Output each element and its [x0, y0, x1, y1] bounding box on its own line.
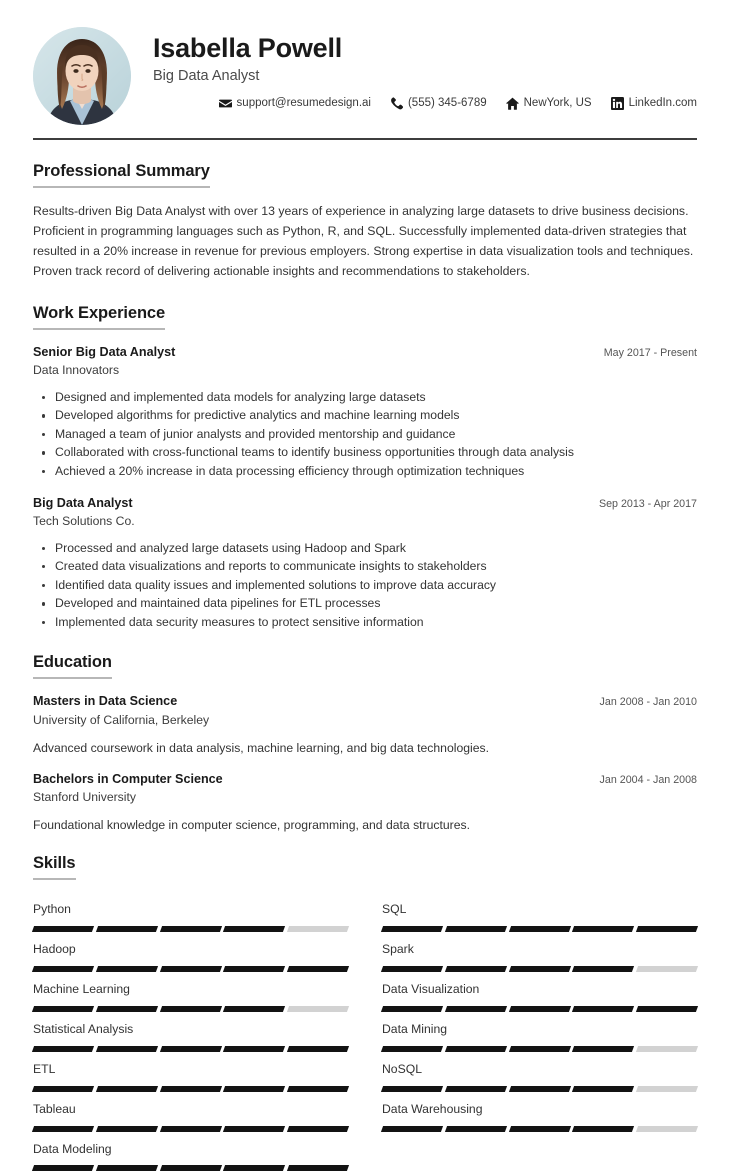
skill-item	[33, 1133, 348, 1172]
skill-segment-filled	[445, 1086, 507, 1092]
section-professional-summary	[33, 162, 697, 282]
skill-label: SQL	[382, 902, 407, 917]
list-item: Created data visualizations and reports to communicate insights to stakeholders	[55, 557, 697, 576]
skill-item	[382, 1093, 697, 1133]
education-entry-description: Foundational knowledge in computer science, programming, and data structures.	[33, 818, 470, 833]
list-item: Designed and implemented data models for analyzing large datasets	[55, 388, 697, 407]
resume-header	[33, 0, 697, 131]
education-entry	[33, 693, 697, 757]
skill-segment-filled	[287, 1086, 349, 1092]
list-item: Developed algorithms for predictive analytics and machine learning models	[55, 406, 697, 425]
skill-segment-filled	[96, 926, 158, 932]
skill-segment-filled	[381, 1006, 443, 1012]
skill-level-bar	[33, 1086, 348, 1092]
skill-label: Data Mining	[382, 1022, 448, 1037]
contact-email-text: support@resumedesign.ai	[236, 97, 371, 110]
section-skills	[33, 854, 697, 1172]
skill-segment-filled	[572, 1126, 634, 1132]
work-entry-header	[33, 344, 697, 360]
education-entry-description: Advanced coursework in data analysis, machine learning, and big data technologies.	[33, 740, 489, 755]
education-entry-date: Jan 2004 - Jan 2008	[599, 773, 697, 786]
phone-icon	[390, 97, 403, 110]
skill-segment-filled	[96, 966, 158, 972]
header-divider	[33, 138, 697, 140]
skill-segment-filled	[509, 1126, 571, 1132]
contact-phone-text: (555) 345-6789	[407, 97, 487, 110]
skill-level-bar	[33, 1165, 348, 1171]
skill-item	[382, 973, 697, 1013]
skill-segment-filled	[509, 1046, 571, 1052]
skill-segment-filled	[32, 1126, 94, 1132]
list-item: Collaborated with cross-functional teams to identify business opportunities through data analysis	[55, 443, 697, 462]
skill-level-bar	[382, 1046, 697, 1052]
skill-segment-filled	[32, 966, 94, 972]
work-entry-header	[33, 495, 697, 511]
skill-segment-filled	[381, 926, 443, 932]
work-entry	[33, 344, 697, 481]
home-icon	[506, 97, 519, 110]
work-entry-bullets	[33, 539, 697, 632]
skill-segment-filled	[32, 1165, 94, 1171]
skill-label: Tableau	[33, 1101, 76, 1116]
skill-segment-filled	[32, 1006, 94, 1012]
skill-segment-filled	[223, 1086, 285, 1092]
contact-phone[interactable]	[390, 97, 487, 110]
skill-segment-filled	[572, 926, 634, 932]
summary-text: Results-driven Big Data Analyst with over 13 years of experience in analyzing large datasets to drive business decisions. Proficient in programming languages such as Python, R, and SQL. Successfully implemented data-driven strategies that resulted in a 20% increase in revenue for previous employers. Strong expertise in data visualization tools and techniques. Proven track record of delivering actionable insights and recommendations to stakeholders.	[33, 203, 694, 278]
education-entry-date: Jan 2008 - Jan 2010	[599, 696, 697, 709]
list-item: Implemented data security measures to protect sensitive information	[55, 613, 697, 632]
skill-item	[33, 1053, 348, 1093]
skill-segment-filled	[509, 1086, 571, 1092]
skill-segment-filled	[223, 1006, 285, 1012]
skill-label: Data Modeling	[33, 1141, 112, 1156]
skill-segment-filled	[445, 1126, 507, 1132]
work-entry-title: Senior Big Data Analyst	[33, 344, 176, 359]
work-entry-title: Big Data Analyst	[33, 495, 133, 510]
skill-segment-filled	[96, 1165, 158, 1171]
skill-segment-filled	[160, 1046, 222, 1052]
education-entry-organization: University of California, Berkeley	[33, 712, 210, 727]
skill-segment-filled	[223, 1165, 285, 1171]
skill-level-bar	[382, 966, 697, 972]
skill-level-bar	[382, 1086, 697, 1092]
skill-item	[33, 973, 348, 1013]
skill-segment-filled	[381, 1046, 443, 1052]
skill-segment-filled	[509, 1006, 571, 1012]
list-item: Achieved a 20% increase in data processing efficiency through optimization techniques	[55, 462, 697, 481]
skill-segment-filled	[96, 1126, 158, 1132]
section-heading-education: Education	[33, 653, 112, 679]
skill-segment-filled	[96, 1086, 158, 1092]
contact-linkedin[interactable]	[611, 97, 697, 110]
skill-level-bar	[382, 1126, 697, 1132]
skill-segment-filled	[160, 1165, 222, 1171]
skill-segment-filled	[572, 1046, 634, 1052]
skill-label: Spark	[382, 942, 414, 957]
skill-segment-filled	[381, 966, 443, 972]
skill-segment-filled	[445, 926, 507, 932]
skill-segment-filled	[160, 1126, 222, 1132]
skill-segment-filled	[160, 1086, 222, 1092]
list-item: Managed a team of junior analysts and provided mentorship and guidance	[55, 425, 697, 444]
skill-item	[382, 893, 697, 933]
education-entry	[33, 771, 697, 835]
skill-segment-filled	[445, 1006, 507, 1012]
section-education	[33, 653, 697, 834]
profile-photo	[33, 27, 131, 125]
contact-location[interactable]	[506, 97, 592, 110]
education-entry-organization: Stanford University	[33, 790, 136, 805]
skill-segment-empty	[287, 926, 349, 932]
contact-email[interactable]	[219, 97, 371, 110]
skill-label: Statistical Analysis	[33, 1022, 134, 1037]
skill-segment-filled	[287, 966, 349, 972]
skill-level-bar	[33, 1126, 348, 1132]
skill-segment-filled	[572, 1086, 634, 1092]
skill-level-bar	[33, 1046, 348, 1052]
page-title: Isabella Powell	[153, 33, 343, 63]
skill-segment-filled	[381, 1086, 443, 1092]
skill-segment-filled	[381, 1126, 443, 1132]
skill-level-bar	[33, 1006, 348, 1012]
skill-item	[33, 1093, 348, 1133]
skill-level-bar	[33, 926, 348, 932]
skill-segment-empty	[636, 1046, 698, 1052]
skill-segment-filled	[572, 966, 634, 972]
contact-row	[153, 97, 697, 110]
list-item: Identified data quality issues and implemented solutions to improve data accuracy	[55, 576, 697, 595]
skill-segment-filled	[509, 966, 571, 972]
work-entry-bullets	[33, 388, 697, 481]
skill-segment-filled	[160, 966, 222, 972]
section-heading-summary: Professional Summary	[33, 162, 210, 188]
linkedin-icon	[611, 97, 624, 110]
skill-segment-empty	[636, 966, 698, 972]
skill-segment-filled	[287, 1126, 349, 1132]
skill-segment-filled	[572, 1006, 634, 1012]
skill-item	[382, 1053, 697, 1093]
skill-level-bar	[382, 1006, 697, 1012]
skill-segment-filled	[96, 1046, 158, 1052]
skill-item	[33, 893, 348, 933]
skill-segment-filled	[223, 926, 285, 932]
skill-label: Data Visualization	[382, 982, 480, 997]
contact-location-text: NewYork, US	[523, 97, 592, 110]
work-entry-date: May 2017 - Present	[603, 346, 697, 359]
education-entry-title: Masters in Data Science	[33, 694, 178, 709]
skill-segment-empty	[287, 1006, 349, 1012]
skills-grid	[33, 893, 697, 1172]
section-heading-work: Work Experience	[33, 304, 165, 330]
skill-segment-filled	[32, 926, 94, 932]
skill-segment-filled	[223, 1126, 285, 1132]
skill-segment-filled	[445, 966, 507, 972]
section-heading-skills: Skills	[33, 854, 76, 880]
skill-level-bar	[33, 966, 348, 972]
header-main	[153, 27, 697, 110]
email-icon	[219, 97, 232, 110]
work-entry-organization: Data Innovators	[33, 362, 120, 377]
list-item: Processed and analyzed large datasets using Hadoop and Spark	[55, 539, 697, 558]
skill-segment-filled	[509, 926, 571, 932]
education-entry-header	[33, 693, 697, 709]
skill-segment-filled	[160, 1006, 222, 1012]
skill-label: Python	[33, 902, 71, 917]
skill-segment-filled	[160, 926, 222, 932]
skill-item	[33, 1013, 348, 1053]
skill-segment-filled	[32, 1086, 94, 1092]
skill-label: NoSQL	[382, 1061, 422, 1076]
skill-label: ETL	[33, 1061, 56, 1076]
skill-label: Hadoop	[33, 942, 76, 957]
skill-segment-filled	[223, 1046, 285, 1052]
work-entry-organization: Tech Solutions Co.	[33, 513, 135, 528]
skill-segment-filled	[287, 1046, 349, 1052]
work-entry	[33, 495, 697, 632]
skill-label: Machine Learning	[33, 982, 130, 997]
skill-segment-filled	[287, 1165, 349, 1171]
contact-linkedin-text: LinkedIn.com	[628, 97, 697, 110]
skill-item	[382, 1013, 697, 1053]
skill-segment-filled	[32, 1046, 94, 1052]
skill-segment-filled	[636, 926, 698, 932]
education-entry-title: Bachelors in Computer Science	[33, 771, 223, 786]
skill-segment-filled	[96, 1006, 158, 1012]
skill-item	[33, 933, 348, 973]
skill-segment-filled	[223, 966, 285, 972]
skill-segment-filled	[445, 1046, 507, 1052]
skill-segment-filled	[636, 1006, 698, 1012]
list-item: Developed and maintained data pipelines for ETL processes	[55, 594, 697, 613]
skill-label: Data Warehousing	[382, 1101, 483, 1116]
skill-item	[382, 933, 697, 973]
skill-segment-empty	[636, 1126, 698, 1132]
avatar	[33, 27, 131, 125]
job-title: Big Data Analyst	[153, 68, 260, 85]
section-work-experience	[33, 304, 697, 632]
skill-level-bar	[382, 926, 697, 932]
skill-segment-empty	[636, 1086, 698, 1092]
work-entry-date: Sep 2013 - Apr 2017	[598, 497, 697, 510]
education-entry-header	[33, 771, 697, 787]
